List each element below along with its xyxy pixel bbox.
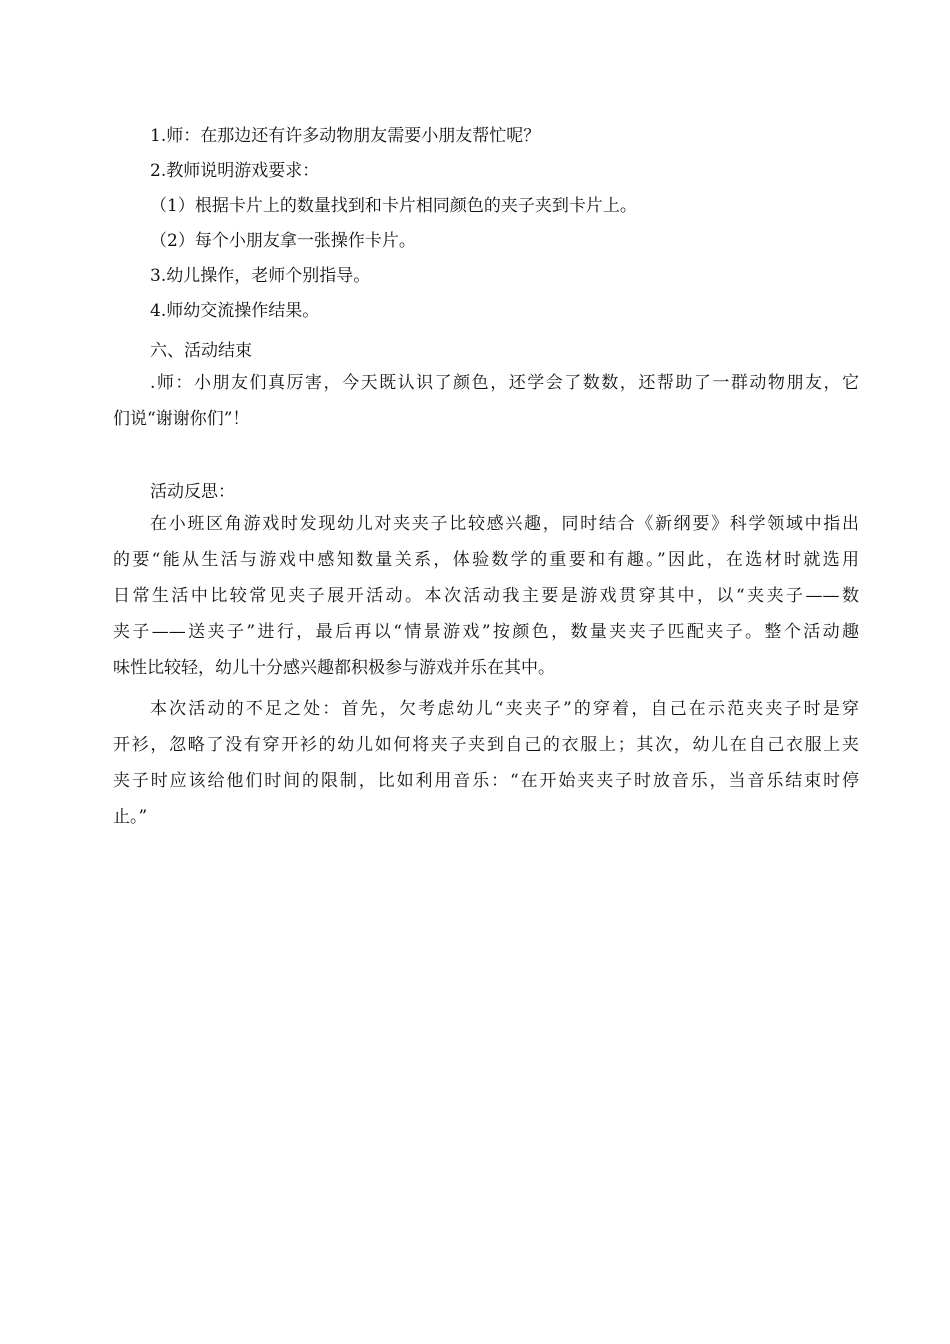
reflection-p2-line-2: 开衫，忽略了没有穿开衫的幼儿如何将夹子夹到自己的衣服上；其次，幼儿在自己衣服上夹 <box>113 735 859 755</box>
step-3: 3.幼儿操作，老师个别指导。 <box>150 266 371 286</box>
reflection-p1-line-1: 在小班区角游戏时发现幼儿对夹夹子比较感兴趣，同时结合《新纲要》科学领域中指出 <box>150 514 859 534</box>
reflection-heading: 活动反思： <box>150 482 235 502</box>
reflection-p1-line-5: 味性比较轻，幼儿十分感兴趣都积极参与游戏并乐在其中。 <box>113 658 555 678</box>
closing-line-1: .师：小朋友们真厉害，今天既认识了颜色，还学会了数数，还帮助了一群动物朋友，它 <box>150 373 859 393</box>
step-1: 1.师：在那边还有许多动物朋友需要小朋友帮忙呢？ <box>150 126 541 146</box>
closing-line-2: 们说“谢谢你们”！ <box>113 409 250 429</box>
reflection-p2-line-4: 止。” <box>113 807 148 827</box>
reflection-p1-line-3: 日常生活中比较常见夹子展开活动。本次活动我主要是游戏贯穿其中，以“夹夹子——数 <box>113 586 859 606</box>
reflection-p2-line-1: 本次活动的不足之处：首先，欠考虑幼儿“夹夹子”的穿着，自己在示范夹夹子时是穿 <box>150 699 859 719</box>
section-heading: 六、活动结束 <box>150 341 252 361</box>
step-2-sub-1: （1）根据卡片上的数量找到和卡片相同颜色的夹子夹到卡片上。 <box>150 196 637 216</box>
step-4: 4.师幼交流操作结果。 <box>150 301 320 321</box>
reflection-p2-line-3: 夹子时应该给他们时间的限制，比如利用音乐：“在开始夹夹子时放音乐，当音乐结束时停 <box>113 771 859 791</box>
step-2: 2.教师说明游戏要求： <box>150 161 320 181</box>
reflection-p1-line-4: 夹子——送夹子”进行，最后再以“情景游戏”按颜色，数量夹夹子匹配夹子。整个活动趣 <box>113 622 859 642</box>
reflection-p1-line-2: 的要“能从生活与游戏中感知数量关系，体验数学的重要和有趣。”因此，在选材时就选用 <box>113 550 859 570</box>
step-2-sub-2: （2）每个小朋友拿一张操作卡片。 <box>150 231 416 251</box>
